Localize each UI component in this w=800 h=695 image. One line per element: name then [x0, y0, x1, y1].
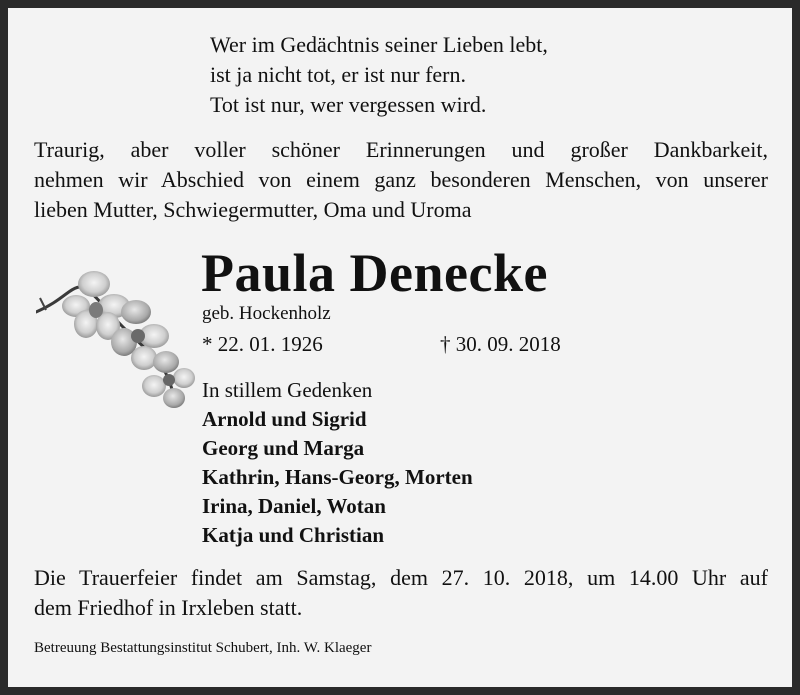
deceased-name: Paula Denecke [201, 243, 548, 303]
poem-line: ist ja nicht tot, er ist nur fern. [210, 62, 466, 87]
death-date: † 30. 09. 2018 [440, 332, 561, 356]
memorial-poem [210, 30, 548, 120]
poem-line: Tot ist nur, wer vergessen wird. [210, 92, 487, 117]
birth-date: * 22. 01. 1926 [202, 332, 323, 356]
service-line: dem Friedhof in Irxleben statt. [34, 595, 303, 620]
obituary-notice [8, 8, 792, 687]
mourner: Katja und Christian [202, 523, 385, 547]
mourning-title: In stillem Gedenken [202, 378, 373, 402]
funeral-service-info [34, 563, 768, 623]
service-line: Die Trauerfeier findet am Samstag, dem 27. 10. 2018, um 14.00 Uhr auf [34, 565, 768, 590]
poem-line: Wer im Gedächtnis seiner Lieben lebt, [210, 32, 548, 57]
maiden-name: geb. Hockenholz [202, 303, 331, 324]
mourner: Arnold und Sigrid [202, 407, 367, 431]
mourner: Georg und Marga [202, 436, 365, 460]
mourners-block [202, 376, 473, 550]
intro-line: lieben Mutter, Schwiegermutter, Oma und Uroma [34, 197, 472, 222]
intro-line: nehmen wir Abschied von einem ganz besonderen Menschen, von unserer [34, 167, 768, 192]
mourner: Kathrin, Hans-Georg, Morten [202, 465, 473, 489]
intro-text [34, 135, 768, 225]
intro-line: Traurig, aber voller schöner Erinnerungen und großer Dankbarkeit, [34, 137, 768, 162]
funeral-home-credit: Betreuung Bestattungsinstitut Schubert, Inh. W. Klaeger [34, 640, 372, 656]
orchid-image [36, 254, 196, 419]
mourner: Irina, Daniel, Wotan [202, 494, 386, 518]
